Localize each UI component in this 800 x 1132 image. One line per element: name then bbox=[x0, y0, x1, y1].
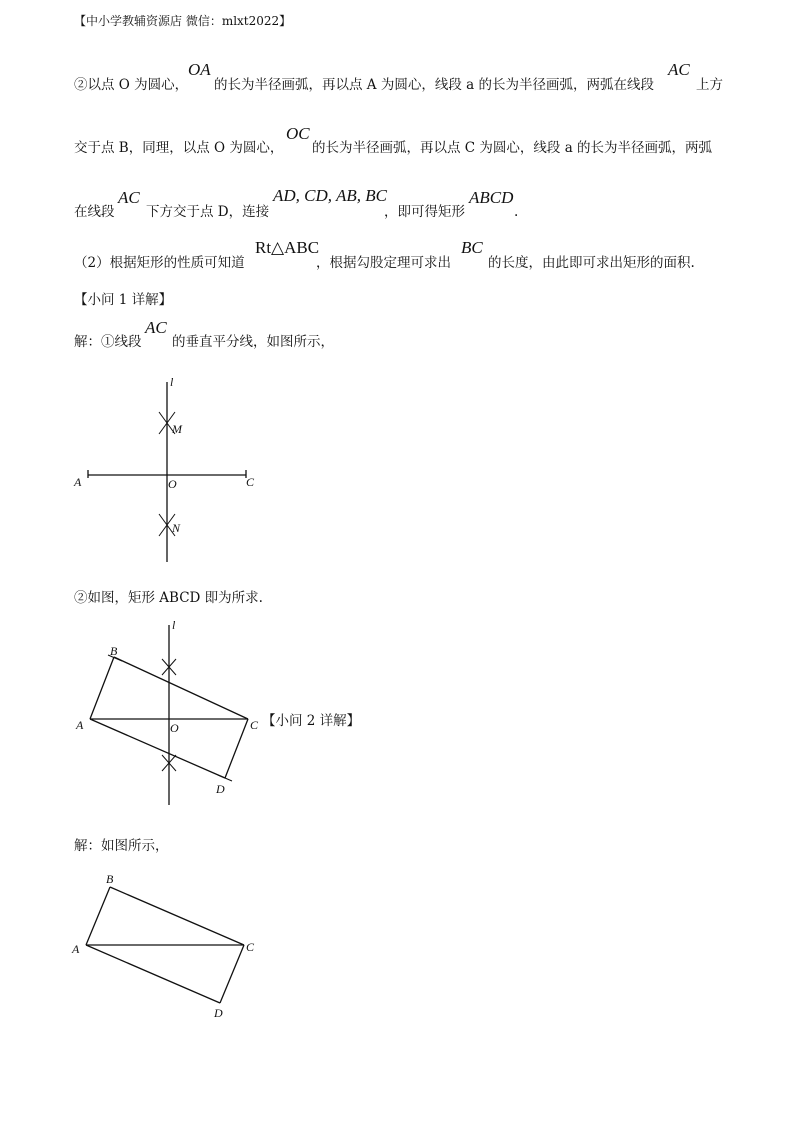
sol1-math-ac: AC bbox=[145, 318, 167, 337]
fig1-label-m: M bbox=[172, 422, 182, 436]
section2-heading: 【小问 2 详解】 bbox=[262, 713, 361, 729]
fig3-side-cd bbox=[220, 945, 244, 1003]
para3-math-abcd: ABCD bbox=[469, 188, 514, 207]
para3-text-2: 下方交于点 D，连接 bbox=[146, 204, 270, 220]
para1-math-ac: AC bbox=[668, 60, 690, 79]
figure1-perpendicular-bisector bbox=[70, 370, 270, 570]
fig2-side-cd bbox=[225, 719, 248, 778]
fig2-label-l: l bbox=[172, 618, 176, 632]
para4-text-2: ，根据勾股定理可求出 bbox=[316, 255, 451, 271]
para4-math-rt-abc: Rt△ABC bbox=[255, 238, 320, 257]
para3-text-3: ，即可得矩形 bbox=[384, 204, 465, 220]
para3-math-ac: AC bbox=[118, 188, 140, 207]
para1-text-1: ②以点 O 为圆心， bbox=[74, 77, 189, 93]
fig3-label-a: A bbox=[72, 942, 80, 956]
para4-text-1: （2）根据矩形的性质可知道 bbox=[74, 255, 245, 271]
para3-text-4: . bbox=[514, 204, 519, 220]
fig1-label-n: N bbox=[172, 521, 181, 535]
fig1-label-c: C bbox=[246, 475, 255, 489]
fig2-label-a: A bbox=[76, 718, 84, 732]
fig2-arc-d bbox=[218, 775, 232, 781]
figure2-rectangle-construction bbox=[70, 615, 270, 815]
fig3-side-ab bbox=[86, 887, 110, 945]
fig3-side-da bbox=[86, 945, 220, 1003]
fig1-label-l: l bbox=[170, 375, 174, 389]
para2-text-2: 的长为半径画弧，再以点 C 为圆心，线段 a 的长为半径画弧，两弧 bbox=[312, 140, 713, 156]
sol1-step2-text: ②如图，矩形 ABCD 即为所求. bbox=[74, 590, 263, 606]
para4-math-bc: BC bbox=[461, 238, 483, 257]
fig2-label-b: B bbox=[110, 644, 118, 658]
para3-text-1: 在线段 bbox=[74, 204, 115, 220]
figure3-rectangle bbox=[70, 865, 270, 1025]
fig2-side-da bbox=[90, 719, 225, 778]
sol1-text-2: 的垂直平分线，如图所示， bbox=[172, 334, 334, 350]
para1-math-oa: OA bbox=[188, 60, 211, 79]
para4-text-3: 的长度，由此即可求出矩形的面积. bbox=[488, 255, 695, 271]
para1-text-3: 上方 bbox=[696, 77, 723, 93]
fig1-label-a: A bbox=[74, 475, 82, 489]
para3-math-segments: AD, CD, AB, BC bbox=[273, 186, 387, 205]
fig3-label-d: D bbox=[214, 1006, 223, 1020]
fig2-side-bc bbox=[114, 657, 248, 719]
sol2-text: 解：如图所示， bbox=[74, 838, 169, 854]
fig2-label-o: O bbox=[170, 721, 179, 735]
para1-text-2: 的长为半径画弧，再以点 A 为圆心，线段 a 的长为半径画弧，两弧在线段 bbox=[214, 77, 654, 93]
sol1-text-1: 解：①线段 bbox=[74, 334, 142, 350]
fig3-side-bc bbox=[110, 887, 244, 945]
fig2-label-d: D bbox=[216, 782, 225, 796]
para2-math-oc: OC bbox=[286, 124, 310, 143]
fig3-label-b: B bbox=[106, 872, 114, 886]
section1-heading: 【小问 1 详解】 bbox=[74, 292, 173, 308]
page-header: 【中小学教辅资源店 微信：mlxt2022】 bbox=[74, 14, 292, 28]
fig1-label-o: O bbox=[168, 477, 177, 491]
para2-text-1: 交于点 B，同理，以点 O 为圆心， bbox=[74, 140, 284, 156]
fig2-label-c: C bbox=[250, 718, 259, 732]
fig3-label-c: C bbox=[246, 940, 255, 954]
fig2-side-ab bbox=[90, 657, 114, 719]
